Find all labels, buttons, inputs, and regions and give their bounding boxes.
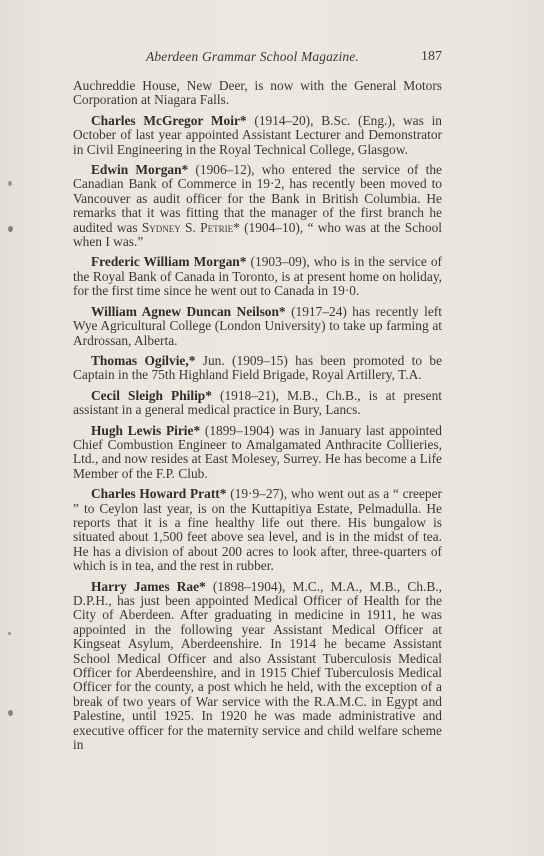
paragraph (73, 163, 442, 249)
paragraph-text: (1898–1904), M.C., M.A., M.B., Ch.B., D.P.H., has just been appointed Medical Officer of Health for the City of Aberdeen. After graduating in medicine in 1911, he was appointed in the following year Assistant Medical Officer at Kingseat Asylum, Aberdeenshire. In 1914 he became Assistant School Medical Officer and also Assistant Tuberculosis Medical Officer for Aberdeenshire, and in 1915 Chief Tuberculosis Medical Officer for the county, a post which he held, with the exception of a break of two years of War service with the R.A.M.C. in Egypt and Palestine, until 1925. In 1920 he was made administrative and executive officer for the maternity service and child welfare scheme in (73, 578, 443, 753)
article-body (73, 79, 442, 758)
running-title: Aberdeen Grammar School Magazine. (146, 49, 359, 64)
paragraph (73, 580, 442, 753)
paragraph (73, 114, 442, 157)
person-name: William Agnew Duncan Neilson* (91, 303, 286, 319)
person-name: Harry James Rae* (91, 578, 206, 594)
paragraph-text: (1899–1904) was in January last appointed Chief Combustion Engineer to Amalgamated Anthracite Collieries, Ltd., and now resides at East Molesey, Surrey. He has become a Life Member of the F.P. Club. (73, 422, 442, 481)
person-name: Cecil Sleigh Philip* (91, 387, 212, 403)
paragraph (73, 389, 442, 418)
margin-mark (8, 632, 11, 635)
person-name: Charles Howard Pratt* (91, 486, 227, 502)
paragraph (73, 487, 442, 573)
paragraph-text-continued: (1904–10), “ who was at the School when I was.” (73, 219, 442, 250)
page-header (71, 49, 442, 67)
paragraph (73, 305, 442, 348)
paragraph (73, 255, 442, 298)
person-name: Charles McGregor Moir* (91, 112, 247, 128)
page-number: 187 (421, 49, 442, 64)
paragraph-text: (1918–21), M.B., Ch.B., is at present assistant in a general medical practice in Bury, Lancs. (73, 387, 442, 418)
person-name: Frederic William Morgan* (91, 254, 247, 270)
paragraph-text: (1917–24) has recently left Wye Agricultural College (London University) to take up farming at Ardrossan, Alberta. (73, 303, 442, 348)
referenced-name: Sydney S. Petrie* (141, 219, 240, 235)
paragraph-text: (19·9–27), who went out as a “ creeper ” to Ceylon last year, is on the Kuttapitiya Estate, Pelmadulla. He reports that it is a fine healthy life out there. His bungalow is situated about 1,500 feet above sea level, and is in the midst of tea. He has a division of about 200 acres to look after, three-quarters of which is in tea, and the rest in rubber. (73, 486, 442, 574)
paragraph-text: Jun. (1909–15) has been promoted to be Captain in the 75th Highland Field Brigade, Royal Artillery, T.A. (73, 352, 443, 383)
person-name: Hugh Lewis Pirie* (91, 422, 201, 438)
paragraph (73, 424, 442, 482)
person-name: Thomas Ogilvie,* (91, 352, 196, 368)
paragraph-text: (1906–12), who entered the service of the Canadian Bank of Commerce in 19·2, has recently been moved to Vancouver as audit officer for the Bank in British Columbia. He remarks that it was fitting that the manager of the first branch he audited was (73, 162, 442, 235)
paragraph-text: (1914–20), B.Sc. (Eng.), was in October of last year appointed Assistant Lecturer and Demonstrator in Civil Engineering in the Royal Technical College, Glasgow. (73, 112, 442, 157)
paragraph (73, 354, 442, 383)
margin-mark (8, 226, 13, 232)
paragraph-text: Auchreddie House, New Deer, is now with the General Motors Corporation at Niagara Falls. (73, 78, 442, 108)
margin-mark (8, 181, 12, 186)
paragraph (73, 79, 442, 108)
margin-mark (8, 710, 13, 716)
person-name: Edwin Morgan* (91, 162, 189, 178)
paragraph-text: (1903–09), who is in the service of the Royal Bank of Canada in Toronto, is at present home on holiday, for the first time since he went out to Canada in 19·0. (73, 254, 443, 299)
